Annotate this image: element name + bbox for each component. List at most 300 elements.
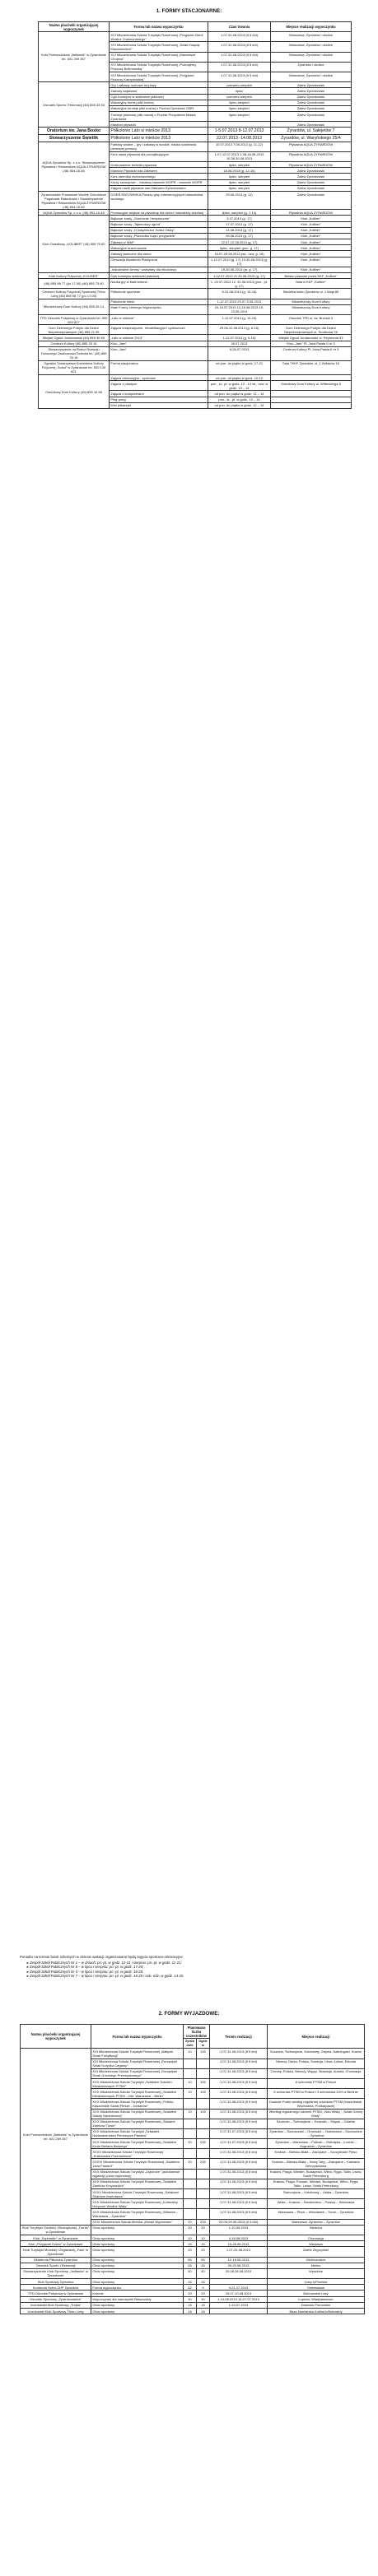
table-cell: 1.07-31.08.2013 (8 5 dni) (210, 2099, 268, 2109)
table-cell (184, 2058, 197, 2068)
table-cell: 1.07-31.08.2013 (8 5 dni) (208, 72, 271, 81)
col-header: Forma lub nazwa wypoczynku (110, 22, 208, 32)
table-cell: Oleszacja Akademia Plastyczna (110, 257, 208, 267)
table-cell: 1-12.07.2013 (g. 9-15) (208, 335, 271, 341)
table-cell: 1.07-31.08.2013 (8 5 dni) (210, 2189, 268, 2199)
table-cell: Klub „Koliber" (271, 233, 352, 239)
table-cell: XVI Młodzieżowa Szkoła Turystyki Rowerowej „Przyjaciel Ziemi Wzdłuż Chełmońskiego" (110, 32, 208, 42)
table-cell: 45 (184, 2263, 197, 2268)
table-row (21, 2302, 365, 2308)
table-cell: lipiec, sierpień (208, 179, 271, 185)
table-cell: Klub „Przyjaciel Dzieci" w Żyrardowie (21, 2241, 91, 2247)
trip-forms-table (20, 2024, 365, 2314)
stationary-forms-table (38, 21, 352, 409)
col-header: Nazwa placówki organizującej wypoczynek (21, 2025, 91, 2049)
table-cell: Włodawa (268, 2241, 365, 2247)
table-row (39, 314, 352, 324)
table-cell: 29.06-31.08.2013 (g. 8-16) (208, 325, 271, 335)
table-cell: Klub Turystyki Górskiej i Ekologicznej „Turnia" w Żyrardowie (21, 2225, 91, 2235)
table-cell: Boisko plażowe przed KKF „Koliber" (271, 273, 352, 279)
table-cell: 20 (184, 2139, 197, 2149)
table-cell: Zajęcia rekreacyjno - sportowe (110, 375, 208, 381)
table-cell: 1.07-31.08.2013 (210, 2247, 268, 2257)
table-cell: Szczecin – Świnoujście – Koszalin – Słupsk – Gdańsk (268, 2119, 365, 2128)
organizer-cell: AQUA Żyrardów Sp. z o.o. Stowarzyszenie Pływalnia i Ratowników AQUA ŻYRARDÓW (46) 854-16-46 (39, 142, 110, 191)
table-row (39, 279, 352, 289)
table-cell: Oslemskiwe (268, 2285, 365, 2291)
table-cell: Wakacyjne turnieje piłki nożnej o Puchar Dyrektora OSiR (110, 105, 208, 111)
table-cell: Warszawa, Żyrardów i okolice (271, 52, 352, 62)
table-cell: Zajęcia terapeutyczne, rehabilitacyjne i opiekuńcze (110, 325, 208, 335)
table-cell: 1-12.07.2013 29.07-9.08.2013 (208, 299, 271, 304)
table-cell: 8 schronisk PTSM w Polsce (268, 2078, 365, 2088)
table-cell: 1.07-31.08.2013 (8 5 dni) (210, 2209, 268, 2219)
table-cell: Zajęcia z komputerami (110, 391, 208, 397)
table-cell: Oratorium św. Jana Bosko (39, 128, 110, 135)
table-cell: od pon. do piątku w godz. 12 – 14 (208, 402, 271, 408)
table-cell: 1.07-31.08.2013 (8 5 dni) (210, 2149, 268, 2159)
table-cell (197, 2099, 210, 2109)
table-row (39, 299, 352, 304)
table-cell: 10 (184, 2049, 197, 2058)
table-cell: Kino „Jam" Pl. Jana Pawła II nr 3 (271, 341, 352, 346)
table-cell: Ośrodek TPD ul. ks. Brzóski 9 (271, 314, 352, 324)
table-cell: Kraków – Bielsko-Biała – Nowy Targ – Zakopane – Kalwaria Zebrzydowska (268, 2159, 365, 2169)
table-cell: Dookoła Polski według regularnej odcinków PTSM (Kaszubskie, Wschodnia, Podkarpacie) (268, 2099, 365, 2109)
section-1-title: 1. FORMY STACJONARNE: (156, 8, 222, 14)
table-cell: Obóz sportowy (91, 2279, 184, 2285)
table-cell: Półkolonie Lato w mieście 2013 (110, 128, 208, 135)
table-cell: XXX Młodzieżowa Szkoła Turystyki Rowerowej „Wilanów – Warszawa – Żyrardów" (91, 2209, 184, 2219)
table-cell: 2.07-31.07.2013 (8 5 dni) (210, 2128, 268, 2138)
table-cell: Obóz sportowy (91, 2247, 184, 2257)
table-row (21, 2291, 365, 2296)
table-cell: Bobrowskie Lasy (268, 2291, 365, 2296)
table-cell: 14.08.2013 (g. 17) (208, 227, 271, 233)
table-cell: 16 (184, 2279, 197, 2285)
table-header-row (39, 22, 352, 32)
table-cell: Nauka gry w badmintona (110, 279, 208, 289)
table-row (39, 135, 352, 142)
table-cell: 15 (197, 2241, 210, 2247)
table-cell: Kraków – Bielsko-Biała – Zakopane – Szczyrbskie Pleso (268, 2149, 365, 2159)
col-header: Termin realizacji (210, 2025, 268, 2049)
table-cell: 15 (184, 2302, 197, 2308)
table-cell: Młodzieżowy Dom Kultury (271, 304, 352, 314)
table-cell: Ośrodek Sportowy „Żyrardowianka" (21, 2296, 91, 2302)
organizer-cell: Klub Kultury Fizycznej „KOLIBER" (39, 273, 110, 279)
table-cell: 40 (197, 2268, 210, 2278)
table-cell: Pływalnia AQUA ŻYRARDÓW (271, 151, 352, 161)
table-cell: Obóz sportowy (91, 2263, 184, 2268)
table-cell: Fantasy wodne – gry i zabawy w wodzie, nauka udzielania pierwszej pomocy (110, 142, 208, 151)
table-cell: 5-31.08.2013 (g. 10-16) (208, 289, 271, 299)
table-cell: 1-07-12.07.2013 1-08-16.08.2013 10.38-30.08.2013 (208, 151, 271, 161)
organizer-cell: Koło Przewodników „Bełkotek" w Żyrardowie tel. 601 269 357 (21, 2049, 91, 2225)
table-cell: XXXV Młodzieżowa Szkoła Turystyki Rowerowej „Krakowskie Przedmieście" (91, 2149, 184, 2159)
table-cell: Kraków, Praga, Poznań, Wiedeń, Budapeszt, Wilno, Ryga, Tallin, Lwów, Sankt Petersburg (268, 2179, 365, 2188)
table-cell: 1, 20.07.2013 12. 31.08.2013 (pon., pt. g. 17) (208, 279, 271, 289)
table-cell: Półkolonie sportowe (110, 289, 208, 299)
table-cell: Żyrardów, ul. Waryńskiego 25/4 (271, 135, 352, 142)
section-2-title: 2. FORMY WYJAZDOWE: (158, 2011, 220, 2017)
table-cell: XVI Młodzieżowa Szkoła Turystyki Rowerowej „Europejski Szlak Gotycko-Ceglany" (91, 2058, 184, 2068)
table-cell: Zalew Żyrardowski (271, 94, 352, 100)
table-cell: Obóz sportowy (91, 2235, 184, 2240)
table-cell: 17.07.2013 (g. 17) (208, 221, 271, 227)
table-row (39, 216, 352, 221)
table-cell: 1.07-31.08.2013 (8 5 dni) (208, 62, 271, 72)
table-cell: Zalew Żyrardowski (271, 88, 352, 94)
table-row (21, 2235, 365, 2240)
table-cell: Obóz sportowy (91, 2225, 184, 2235)
table-cell: 100 (197, 2078, 210, 2088)
table-cell: Zalew Żyrardowski (271, 82, 352, 88)
notes-list (20, 1961, 364, 1979)
list-item: • Zespół Szkół Publicznych Nr 1 – w dniach: pn.-pt. w godz. 12-21 i sierpniu: pn.-pt. w godz. 11-21; (30, 1961, 364, 1966)
organizer-cell: Osiedlowy Dom Kultury (46) 855 16 56 (39, 375, 110, 409)
table-cell: Świnoujście – Kołobrzeg – Ustka – Żyrardów (268, 2189, 365, 2199)
table-cell: Wypoczynek dla nauczycieli Bieszczady (91, 2296, 184, 2302)
table-row (21, 2268, 365, 2278)
table-cell: XXX Młodzieżowa Szkoła Turystyki Rowerowej „Szlakiem Szkoły Nadrzecznej" (91, 2109, 184, 2119)
table-cell: Bajkowe środy „Pszczółka Kaja i przyjaciele" (110, 233, 208, 239)
organizer-cell: Żyrardowskie Powiatowe Wodne Ochotnicze Pogotowie Ratunkowe i Stowarzyszenie Pływalnia i Ratowników AQUA ŻYRARDÓW (46) 854-16-46 (39, 191, 110, 209)
table-cell (208, 122, 271, 128)
table-cell: Zalew Żyrardowski (271, 174, 352, 179)
table-cell: 20 (184, 2225, 197, 2235)
table-cell: Zalew Żyrardowski (271, 105, 352, 111)
table-cell: Kurs nauki pływania dla początkujących (110, 151, 208, 161)
table-row (21, 2263, 365, 2268)
table-cell: 1.07-31.07.2013 (8 5 dni) (210, 2139, 268, 2149)
table-cell: 8-26.07.2013 (208, 346, 271, 360)
table-cell: 1-10.08.2013 (210, 2225, 268, 2235)
table-cell: Miejski Ogród Jordanowski ul. Reymonta 33 (271, 335, 352, 341)
table-cell: Wakacyjny turniej piłki nożnej (110, 100, 208, 105)
table-row (39, 210, 352, 216)
table-cell: Ośrodek Sportu i Rekreacji (21, 2263, 91, 2268)
table-cell: XXX Młodzieżowa Szkoła Turystyki „Szlakiem Szkoleń Młodzieżowych PTSM" (91, 2078, 184, 2088)
table-header-row (21, 2025, 365, 2039)
table-cell: 100 (197, 2089, 210, 2099)
table-cell: TPD Ośrodek Pobytowy w Żyrardowie (21, 2291, 91, 2296)
table-cell (197, 2209, 210, 2219)
table-cell: Niemcy, Dania, Polska, Szwecja, Litwa, Łotwa, Estonia (268, 2058, 365, 2068)
table-cell (184, 2119, 197, 2128)
table-cell: Małe Formy Letniego Wypoczynku (110, 304, 208, 314)
table-cell: Łupków, Władysławowo (268, 2296, 365, 2302)
table-cell: Chorwacja (268, 2235, 365, 2240)
table-cell: Siedziba klubu Żyrardów ul. 1 Maja 85 (271, 289, 352, 299)
col-header: Miejsce realizacji (268, 2025, 365, 2049)
table-cell: Pływalnia AQUA ŻYRARDÓW (271, 142, 352, 151)
table-cell: Turnieje plażowej piłki nożnej o Puchar Prezydenta Miasta Żyrardowa (110, 112, 208, 122)
table-cell: Wyszków (268, 2268, 365, 2278)
table-cell: Niedzica (268, 2225, 365, 2235)
table-cell: Obóz sportowy (91, 2302, 184, 2308)
table-cell: Żyrardów – Warszawa – Pułtusk – Ostrołęka – Łomża – Augustów – Żyrardów (268, 2139, 365, 2149)
table-cell: 15-19.07.2013 12-16.08.2013 19-23.08.2013 (208, 304, 271, 314)
table-cell: Zdzieszowice (268, 2257, 365, 2263)
table-cell: 12-18.08.2013 (210, 2257, 268, 2263)
table-cell: „Industrialne kimmy" warsztaty dla młodzieży (110, 267, 208, 272)
table-cell: XXX Młodzieżowa Szkoła Turystyki „Szlakami Nadsudzeńskiej Pierwszych Piastów" (91, 2128, 184, 2138)
table-cell (197, 2058, 210, 2068)
table-cell: Kino „Jam" (110, 341, 208, 346)
table-cell: Gry i zabawy ruchowe na plaży (110, 82, 208, 88)
list-item: • Zespół Szkół Publicznych Nr 6 – w lipcu i sierpniu: pn.-pt. w godz. 17-20; (30, 1965, 364, 1970)
col-header: Nazwa placówki organizującej wypoczynek (39, 22, 110, 32)
table-cell: 20.08-28.08.2013 (210, 2268, 268, 2278)
table-cell: Warszawa – Płock – Włocławek – Toruń – Żyrardów (268, 2209, 365, 2219)
table-cell: 65 (184, 2257, 197, 2263)
table-cell: Warszawa, Żyrardów i okolice (271, 72, 352, 81)
organizer-cell: Ośrodek Sportu i Rekreacji (46) 855 33 53 (39, 82, 110, 128)
table-row (39, 128, 352, 135)
table-cell: lipiec-sierpień (208, 100, 271, 105)
table-cell: Klub „Koliber" (271, 245, 352, 251)
table-cell: Szczecin, Świnoujście, Kołobrzeg, Gdynia, Kaliningrad, Kowno (268, 2049, 365, 2058)
table-cell: Akademia Piłkarska Żyrardów (21, 2257, 91, 2263)
table-cell: 4-18.08.2013 (210, 2235, 268, 2240)
table-row (39, 341, 352, 346)
table-cell: XXX Młodzieżowa Szkoła Turystyki Rowerowej „Kulturalny Horyzont Wzdłuż Wisły" (91, 2199, 184, 2209)
table-cell: Forma wypoczynku (91, 2285, 184, 2291)
table-cell (197, 2199, 210, 2209)
table-cell: pon., śr., pt. w godz. 12 - 14 wt., czw. w godz. 13 – 14 (208, 381, 271, 391)
table-cell: 20 (197, 2291, 210, 2296)
table-cell: 1.07-31.08.2013 (8 5 dni) (210, 2089, 268, 2099)
table-cell: 200 (197, 2159, 210, 2169)
table-cell: Klub „Szpirantin" w Żyrardowie (21, 2235, 91, 2240)
table-cell: XXX Młodzieżowa Szkoła Turystyki Rowerowej „Polsko-Kaszubskie Szlaki Piesze - Jordanów" (91, 2099, 184, 2109)
table-cell: Żyrardów – Sochaczew – Grunwald – Osiemiasto – Sochaczew – Żyrardów (268, 2128, 365, 2138)
table-cell: czerwiec-sierpień (208, 82, 271, 88)
table-cell: Zabawy taneczne dla dzieci (110, 251, 208, 257)
table-cell: Bajkowe środy „Grzecznie i bezpiecznie" (110, 216, 208, 221)
table-cell: „Lato w mieście 2013" (110, 335, 208, 341)
table-cell: Zajęcia nauki pływania nad Zalewem Żyrardowskim (110, 185, 208, 191)
table-row (39, 325, 352, 335)
table-cell: Centrum Kultury Pl. Jana Pawła II nr 3 (271, 346, 352, 360)
table-cell: 20.06-09.06.2013 (8 5 dni) (210, 2219, 268, 2225)
table-row (39, 82, 352, 88)
col-header: Czas trwania (208, 22, 271, 32)
table-cell: DZIEŃ RATOWNIKA Pokazy grup interwencyjnych ratownictwa wodnego (110, 191, 208, 209)
table-cell: lipiec, sierpień (208, 185, 271, 191)
table-cell (210, 2279, 268, 2285)
table-cell: XXXV Młodzieżowa Szkoła Turystyki Rowerowej „Szlakami Skarbów Inwentarza" (91, 2189, 184, 2199)
table-cell: 16 (197, 2279, 210, 2285)
table-cell: Mielno (268, 2263, 365, 2268)
table-cell (197, 2119, 210, 2128)
table-cell: 20 (184, 2219, 197, 2225)
table-cell: 26-29.08.2013 (210, 2263, 268, 2268)
table-cell: Zalew Żyrardowski (271, 168, 352, 174)
table-cell: Uczniowski Klub Sportowy Thion Long (21, 2309, 91, 2314)
table-cell: Dom Dziennego Pobytu dla Dzieci Niepełnosprawnych ul. Środkowa 26 (271, 325, 352, 335)
table-cell: Zalew Żyrardowski (271, 191, 352, 209)
table-row (21, 2296, 365, 2302)
table-cell: 18 (184, 2309, 197, 2314)
table-cell: 10.07.2013 7.08.2013 (g. 11-12) (208, 142, 271, 151)
table-cell: Żyrardów, ul. Sałejetów 7 (271, 128, 352, 135)
table-cell: 1.07-31.08.2013 (8 5 dni) (210, 2078, 268, 2088)
table-row (39, 346, 352, 360)
table-cell: lipiec, sierpień (208, 174, 271, 179)
table-cell: Półkolonie letnie (110, 299, 208, 304)
table-row (21, 2309, 365, 2314)
col-header: Miejsce realizacji wypoczynku (271, 22, 352, 32)
table-cell: Uczniowski Klub Sportowy „Trójka" (21, 2302, 91, 2308)
table-cell: od pon. do piątku w godz. 17-21 (208, 360, 271, 374)
table-row (39, 273, 352, 279)
table-cell: Kolonie (91, 2291, 184, 2296)
table-cell: Wakacyjne szachowanie (110, 245, 208, 251)
table-cell (197, 2128, 210, 2138)
table-cell (184, 2149, 197, 2159)
table-cell: XXIX Młodzieżowa Szkoła Morska „Morski Wędrowiec" (91, 2219, 184, 2225)
table-row (39, 32, 352, 42)
table-cell: 1-12.07.2013 (g. 10-15) (208, 314, 271, 324)
table-cell: Warszawa, Żyrardów – Żyrardów (268, 2219, 365, 2225)
table-cell (197, 2169, 210, 2179)
table-cell: 20 (197, 2225, 210, 2235)
table-cell: Stowarzyszenie Klub Sportowy „Jedlanka" w Żyrardowie (21, 2268, 91, 2278)
table-cell: Zalew Zegrzyński (268, 2247, 365, 2257)
organizer-cell: AQUA Żyrardów Sp. z o.o. (46) 854-16-46 (39, 210, 110, 216)
organizer-cell: Koło Przewodników „Bełkotek" w Żyrardowie tel. 601 269 357 (39, 32, 110, 82)
table-cell: Zalew Żyrardowski (271, 179, 352, 185)
col-subheader: Ogółem (197, 2039, 210, 2049)
organizer-cell: Miejski Ogród Jordanowski (46) 855 30 89 (39, 335, 110, 341)
table-cell: Pływalnia AQUA ŻYRARDÓW (271, 162, 352, 168)
table-cell (271, 402, 352, 408)
table-cell: 10 (184, 2078, 197, 2088)
table-cell: 45 (197, 2263, 210, 2268)
table-cell: Obóz sportowy (91, 2268, 184, 2278)
table-cell: Klub „Koliber" (271, 257, 352, 267)
table-row (21, 2225, 365, 2235)
table-row (39, 335, 352, 341)
table-cell: Hala w KKF „Koliber" (271, 279, 352, 289)
organizer-cell: Centrum Kultury (46) 855 33 16 (39, 341, 110, 346)
table-cell: Klub Sportowy Żyrardów (21, 2279, 91, 2285)
col-header: Forma lub nazwa wypoczynku (91, 2025, 184, 2049)
table-cell: Zalew Żyrardowski (271, 185, 352, 191)
table-cell: 10 (184, 2089, 197, 2099)
table-cell: XVI Młodzieżowa Szkoła Turystyki Rowerowej „Przyjaciel Puszczy Kampinoskiej" (110, 72, 208, 81)
table-cell: Stowarzyszenie Świetlik (39, 135, 110, 142)
table-row (39, 191, 352, 209)
table-cell: Zalew Żyrardowski (271, 112, 352, 122)
table-cell: Warszawa, Żyrardów i okolice (271, 32, 352, 42)
table-cell (197, 2189, 210, 2199)
table-cell: 1-5.07.2013 8-12.07.2013 (208, 128, 271, 135)
table-cell: Kurs stermika motorowodnego (110, 174, 208, 179)
table-cell (184, 2068, 197, 2078)
table-cell: 1-12.07.2013 21.30.08.2013 (g. 17) (208, 273, 271, 279)
table-cell: 26.07.2013 (208, 341, 271, 346)
table-cell: od pon. do piątku w godz. 12 – 14 (208, 391, 271, 397)
table-cell: 10 (184, 2109, 197, 2119)
table-cell (197, 2149, 210, 2159)
table-row (21, 2285, 365, 2291)
organizer-cell: Dom Dziennego Pobytu dla Dzieci Niepełnosprawnych (46) 855 21 95 (39, 325, 110, 335)
table-cell: 1.07-31.08.2013 (8 5 dni) (208, 42, 271, 52)
table-cell: Maraton Pływacki nad Zalewem (110, 168, 208, 174)
table-cell: XVI Młodzieżowa Szkoła Turystyki Rowerowej „Bałtycki Szlak Fortyfikacji" (91, 2049, 184, 2058)
table-cell: Klub „Koliber" (271, 227, 352, 233)
table-cell: 18 (197, 2309, 210, 2314)
table-cell: 30 (184, 2296, 197, 2302)
table-cell: Żyrardów i okolice (271, 62, 352, 72)
table-cell: Obóz sportowy (91, 2257, 184, 2263)
table-cell: 1.07-31.08.2013 (8 5 dni) (210, 2169, 268, 2179)
table-cell: 100 (197, 2049, 210, 2058)
table-cell: 200 (197, 2219, 210, 2225)
table-cell: 22.07.2013 -14.08.2013 (208, 135, 271, 142)
table-cell: 10 (197, 2235, 210, 2240)
table-cell: Kino „Jam" (110, 346, 208, 360)
table-cell: XVI Młodzieżowa Szkoła Turystyki Rowerowej „Europejski Szlak Greckiego Przemysłowego" (91, 2068, 184, 2078)
table-cell: 9-21.07.2013 (210, 2285, 268, 2291)
table-cell: Bajkowe środy „O księżniczce Kotku i lisicy" (110, 227, 208, 233)
table-cell: 1.07-31.08.2013 (8 5 dni) (210, 2049, 268, 2058)
organizer-cell: Centrum Kultury Fizycznej Sportowej Thion Long (46) 855 98 77 (po 17.00) (39, 289, 110, 299)
table-cell: Komenda Hufca ZHP Żyrardów (21, 2285, 91, 2291)
table-cell: Cykl turniejów siatkówki plażowej (110, 273, 208, 279)
table-cell: 15 (184, 2241, 197, 2247)
table-cell: 1.07-31.08.2013 (8 5 dni) (210, 2159, 268, 2169)
table-cell: 16.07-29.08.2013 (wt., czw. g. 15) (208, 251, 271, 257)
table-cell: Klub „Koliber" (271, 216, 352, 221)
table-cell (271, 397, 352, 402)
table-cell: Obóz sportowy (91, 2309, 184, 2314)
table-cell (184, 2128, 197, 2138)
table-cell: od pon. do piątku w godz. 10-12 (208, 375, 271, 381)
table-cell (184, 2179, 197, 2188)
table-cell: 18.08.2013 (g. 12-16) (208, 168, 271, 174)
table-cell: 1-14.08.2013 14-27.07.2013 (210, 2296, 268, 2302)
table-cell: 1.07-31.08.2013 (8 5 dni) (208, 32, 271, 42)
table-cell: 20 (184, 2247, 197, 2257)
organizer-cell: TPD Ośrodek Pobytowy w Żyrardowie tel. 509 663 827 (39, 314, 110, 324)
table-cell (184, 2209, 197, 2219)
table-row (21, 2049, 365, 2058)
organizer-cell: Ogniska Towarzystwa Krzewienia Kultury Fizycznej „Sokół" w Żyrardowie tel. 500 135 821 (39, 360, 110, 374)
school-fields-notes (20, 1955, 364, 1979)
table-cell: XXX Młodzieżowa Szkoła Turystyki Rowerowej „Śladami Zamków Tursie" (91, 2119, 184, 2128)
table-cell: pon., śr., pt. w godz. 13 – 14 (208, 397, 271, 402)
table-cell: 1-10.07.2013 (210, 2302, 268, 2308)
table-cell (210, 2309, 268, 2314)
table-cell: Zabawa w WAP (110, 239, 208, 245)
table-cell: lipiec-sierpień (208, 112, 271, 122)
table-cell: 1-12.07.2013 (g. 17) 19-30.08.2013 (g. 17) (208, 257, 271, 267)
table-cell: Klub „Koliber" (271, 221, 352, 227)
table-cell: Baza Narciarska Kotlina k/Bukowiny (268, 2309, 365, 2314)
table-cell: 1.07-31.08.2013 (8 5 dni) (210, 2058, 268, 2068)
table-cell: Promocyjne wejście na pływalnię dla dzieci i młodzieży szkolnej (110, 210, 208, 216)
table-cell: Młodzieżowy Dom Kultury (271, 299, 352, 304)
table-cell: 1.07-31.08.2013 (8 5 dni) (210, 2199, 268, 2209)
table-cell: 20 (184, 2291, 197, 2296)
table-cell: Czechy, Polska, Niemcy, Węgry, Słowacja, Austria, Chorwacja (268, 2068, 365, 2078)
table-cell: 20 (197, 2247, 210, 2257)
col-subheader: Żyrardowie (184, 2039, 197, 2049)
